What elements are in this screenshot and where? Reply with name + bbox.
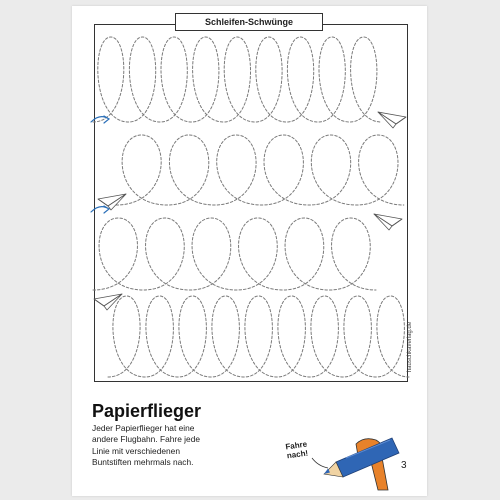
speech-tail bbox=[312, 458, 328, 468]
publisher-credit: hauschkaverlag.de bbox=[407, 321, 413, 373]
instruction-line: Jeder Papierflieger hat eine bbox=[92, 423, 195, 433]
speech-bubble: Fahre nach! bbox=[284, 439, 309, 461]
instruction-line: Buntstiften mehrmals nach. bbox=[92, 457, 194, 468]
instruction-line: Linie mit verschiedenen bbox=[92, 445, 180, 456]
instruction-line: andere Flugbahn. Fahre jede bbox=[92, 434, 201, 445]
page-title: Schleifen-Schwünge bbox=[175, 13, 323, 31]
worksheet-heading: Papierflieger bbox=[92, 401, 202, 421]
page-number: 3 bbox=[401, 460, 407, 471]
